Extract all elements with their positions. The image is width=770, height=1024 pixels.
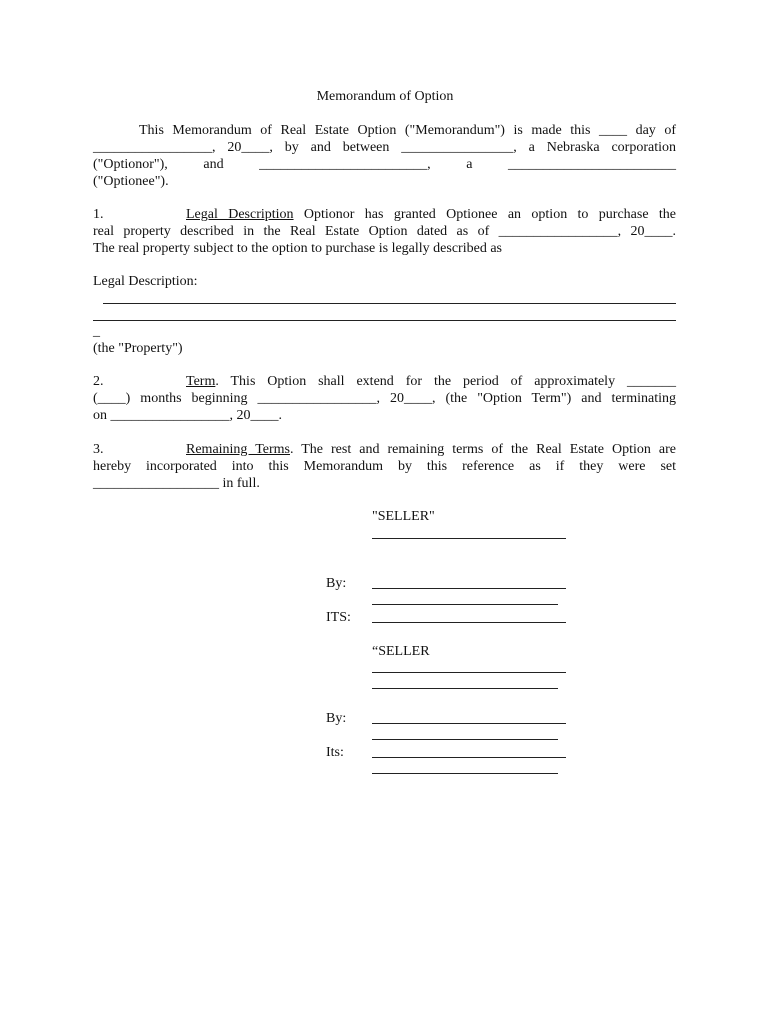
section-3-number: 3.	[93, 442, 104, 457]
section-2-heading: Term	[186, 374, 216, 389]
section-1-heading: Legal Description	[186, 207, 294, 222]
signature-2-by-label: By:	[326, 711, 347, 726]
signature-2-its-line	[372, 757, 566, 758]
property-label: (the "Property")	[93, 341, 183, 356]
legal-description-dash: _	[93, 324, 100, 339]
section-2-line-3: on _________________, 20____.	[93, 408, 282, 423]
signature-1-its-label: ITS:	[326, 610, 351, 625]
signature-1-name-line	[372, 538, 566, 539]
section-1-line-2: real property described in the Real Estate Option dated as of _________________, 20____.	[93, 224, 676, 239]
section-2-number: 2.	[93, 374, 104, 389]
document-title: Memorandum of Option	[316, 89, 454, 104]
optionee-name-blank: ________________________,	[259, 157, 431, 172]
signature-1-by-line-2	[372, 604, 558, 605]
signature-1-its-line	[372, 622, 566, 623]
intro-line-4: ("Optionee").	[93, 174, 169, 189]
signature-2-by-line-2	[372, 739, 558, 740]
signature-1-by-label: By:	[326, 576, 347, 591]
intro-line-1: This Memorandum of Real Estate Option ("Memorandum") is made this ____ day of	[139, 123, 676, 138]
section-3-heading: Remaining Terms	[186, 442, 290, 457]
section-3-line-3: __________________ in full.	[93, 476, 260, 491]
legal-description-label: Legal Description:	[93, 274, 198, 289]
intro-line-2: _________________, 20____, by and between ________________, a Nebraska corporation	[93, 140, 676, 155]
legal-description-line-1	[103, 303, 676, 304]
section-2-line-1: 2. Term. This Option shall extend for the period of approximately _______	[93, 374, 676, 389]
optionor-label: ("Optionor"),	[93, 157, 168, 172]
section-3-line-1: 3. Remaining Terms. The rest and remaining terms of the Real Estate Option are	[93, 442, 676, 457]
and-word: and	[203, 157, 224, 172]
signature-2-name-line-2	[372, 688, 558, 689]
signature-2-by-line	[372, 723, 566, 724]
signature-2-name-line	[372, 672, 566, 673]
signature-2-its-label: Its:	[326, 745, 344, 760]
legal-description-line-2	[93, 320, 676, 321]
signature-1-heading: "SELLER"	[372, 509, 435, 524]
section-2-line-2: (____) months beginning _________________, 20____, (the "Option Term") and terminating	[93, 391, 676, 406]
article-word: a	[466, 157, 473, 172]
section-1-line-3: The real property subject to the option to purchase is legally described as	[93, 241, 502, 256]
signature-2-heading: “SELLER	[372, 644, 430, 659]
section-3-line-2: hereby incorporated into this Memorandum by this reference as if they were set	[93, 459, 676, 474]
section-1-line-1: 1. Legal Description Optionor has granted Optionee an option to purchase the	[93, 207, 677, 222]
section-1-number: 1.	[93, 207, 104, 222]
signature-2-its-line-2	[372, 773, 558, 774]
intro-line-3	[93, 156, 676, 173]
signature-1-by-line	[372, 588, 566, 589]
optionee-type-blank: ________________________	[508, 157, 676, 172]
